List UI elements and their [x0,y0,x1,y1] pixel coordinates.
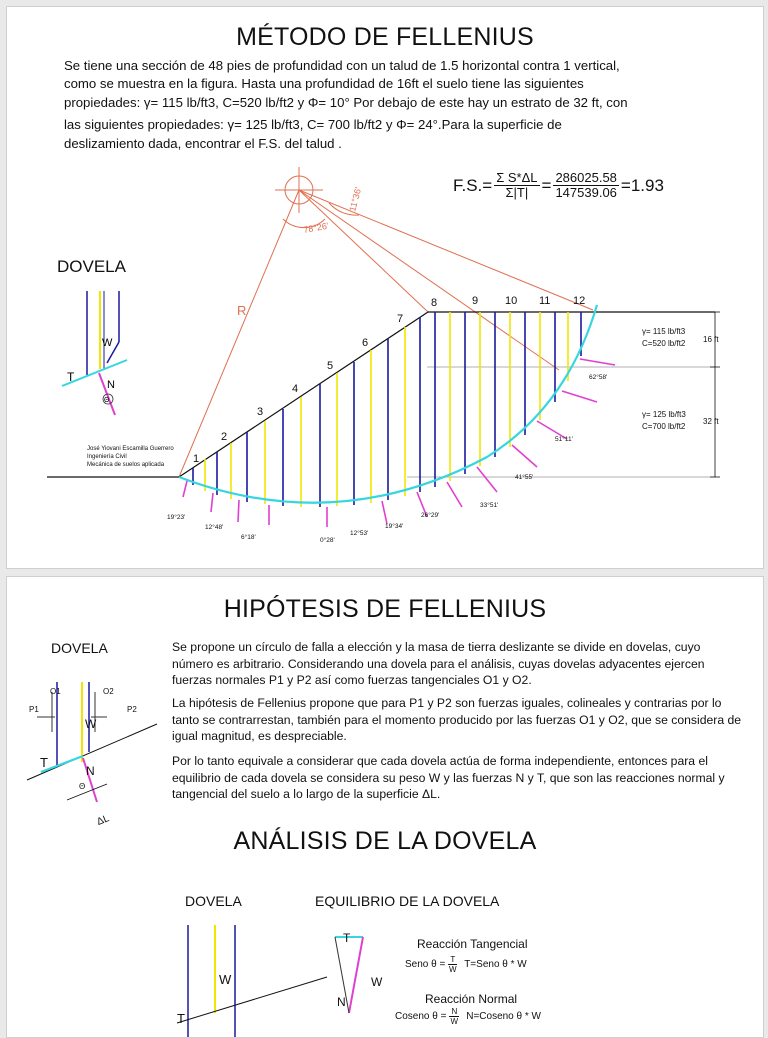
layer2-depth: 32 ft [703,417,719,426]
layer2-c: C=700 lb/ft2 [642,422,686,431]
slice-number-labels [193,295,585,465]
sketch-theta-label: Θ [104,397,110,404]
slice-angle-5: 12°53' [350,530,369,537]
section-title-analisis: ANÁLISIS DE LA DOVELA [233,827,537,855]
slice-angle-2: 12°48' [205,524,224,531]
slice-angle-10: 51°11' [555,436,573,443]
problem-line-4: las siguientes propiedades: γ= 125 lb/ft3, C= 700 lb/ft2 y Φ= 24°.Para la superficie de [64,117,562,132]
layer1-gamma: γ= 115 lb/ft3 [642,327,686,336]
layer-properties [642,327,719,431]
slide-title: HIPÓTESIS DE FELLENIUS [223,595,547,623]
dovela-label: DOVELA [57,257,126,276]
slice-number-2: 2 [221,431,228,443]
slice-number-9: 9 [472,295,479,307]
theta-label: Θ [79,782,86,791]
fellenius-diagram [7,7,763,568]
dovela-sketch [62,291,127,415]
dovela-label: DOVELA [51,640,108,656]
o2-label: O2 [103,687,114,696]
paragraph-1: Se propone un círculo de falla a elección y la masa de tierra deslizante se divide en dovelas, cuyo número es arbitrario. Considerando una dovela para el análisis, cuyas dovelas adyacentes ejercen fuerzas normales P1 y P2 así como fuerzas tangenciales O1 y O2. [172,640,705,687]
slice-number-6: 6 [362,337,369,349]
problem-line-1: Se tiene una sección de 48 pies de profundidad con un talud de 1.5 horizontal contra 1 vertical, [64,58,620,73]
t-label: T [40,755,48,770]
fs-num-left: Σ S*ΔL [496,170,538,185]
fs-den-right: 147539.06 [555,185,617,200]
coseno-lhs: Coseno θ = [395,1011,447,1022]
dovela-label-2: DOVELA [185,893,242,909]
slice-angle-1: 19°23' [167,514,186,521]
slice-number-8: 8 [431,297,438,309]
fs-label: F.S.= [453,175,493,195]
slice-number-1: 1 [193,453,200,465]
seno-frac-num: T [450,955,456,964]
sketch-n-label: N [107,379,115,391]
credit-line-2: Ingeniería Civil [87,454,127,460]
problem-line-3: propiedades: γ= 115 lb/ft3, C=520 lb/ft2 y Φ= 10° Por debajo de este hay un estrato de 32 ft, con [64,95,628,110]
slide-hipotesis-fellenius [6,576,764,1038]
angle-label-top-1: 78°26' [302,220,330,235]
slice-number-12: 12 [573,295,586,307]
fs-den-left: Σ|T| [505,185,529,200]
fs-num-right: 286025.58 [555,170,617,185]
slice-number-3: 3 [257,406,264,418]
coseno-frac-num: N [451,1007,458,1016]
credit-block [87,446,174,468]
force-triangle [325,925,405,1035]
slice-angle-3: 6°18' [241,534,256,541]
slice-number-11: 11 [539,295,551,307]
slice-number-5: 5 [327,360,334,372]
seno-frac-den: W [448,965,457,974]
slice-angle-9: 41°55' [515,474,534,481]
layer1-depth: 16 ft [703,335,719,344]
o1-label: O1 [50,687,61,696]
radius-lines [179,190,593,477]
delta-l-label: ΔL [95,813,111,828]
seno-equation [405,955,527,974]
radius-label: R [237,303,247,318]
n-label: N [86,764,95,778]
coseno-equation [395,1007,541,1026]
coseno-fraction [449,1007,459,1026]
paragraph-3: Por lo tanto equivale a considerar que cada dovela actúa de forma independiente, entonces para el equilibrio de cada dovela se considera su peso W y las fuerzas N y T, que son las reacciones normal y tangencial del suelo a lo largo de la superficie ΔL. [172,754,725,801]
slide-title: MÉTODO DE FELLENIUS [236,23,534,51]
reaccion-normal-title: Reacción Normal [425,992,518,1006]
w-label-2: W [219,972,232,987]
triangle-t-label: T [343,931,351,945]
slice-angle-11: 62°58' [589,374,608,381]
t-label-2: T [177,1011,185,1026]
reaccion-tangencial-title: Reacción Tangencial [417,937,528,951]
sketch-t-label: T [67,370,75,384]
slice-angle-7: 26°29' [421,512,440,519]
w-label: W [85,717,97,731]
slice-number-10: 10 [505,295,518,307]
slice-number-7: 7 [397,313,404,325]
credit-line-1: José Yiovani Escamilla Guerrero [87,446,174,452]
sketch-w-label: W [102,337,113,349]
seno-lhs: Seno θ = [405,959,446,970]
slice-angle-6: 19°34' [385,523,404,530]
triangle-n-label: N [337,995,346,1009]
slice-angle-4: 0°28' [320,537,335,544]
problem-line-2: como se muestra en la figura. Hasta una profundidad de 16ft el suelo tiene las siguientes [64,76,584,91]
angle-label-top-2: 11°36' [347,186,364,213]
fs-formula: F.S.= $\frac{\text{Σ S*ΔL}}{\Sigma|T|}$ = $\frac{286025.58}{147539.06}$ =1.93 [453,170,664,200]
slide-metodo-fellenius [6,6,764,569]
problem-line-5: deslizamiento dada, encontrar el F.S. del talud . [64,136,342,151]
p1-label: P1 [29,705,39,714]
equilibrio-label: EQUILIBRIO DE LA DOVELA [315,893,500,909]
slice-number-4: 4 [292,383,299,395]
triangle-w-label: W [371,975,383,989]
ground-profile [47,312,720,477]
seno-result: T=Seno θ * W [464,959,527,970]
slice-angle-labels [167,373,607,544]
layer1-c: C=520 lb/ft2 [642,339,686,348]
p2-label: P2 [127,705,137,714]
layer2-gamma: γ= 125 lb/ft3 [642,410,686,419]
credit-line-3: Mecánica de suelos aplicada [87,462,165,468]
coseno-frac-den: W [450,1017,459,1026]
paragraph-2: La hipótesis de Fellenius propone que para P1 y P2 son fuerzas iguales, colineales y contrarias por lo tanto se contrarrestan, también para el momento producido por las fuerzas O1 y O2, que se considera de igual magnitud, es despreciable. [172,696,742,743]
fs-result: =1.93 [620,175,664,195]
seno-fraction [448,955,457,974]
slice-angle-8: 33°51' [480,502,499,509]
coseno-result: N=Coseno θ * W [466,1011,541,1022]
